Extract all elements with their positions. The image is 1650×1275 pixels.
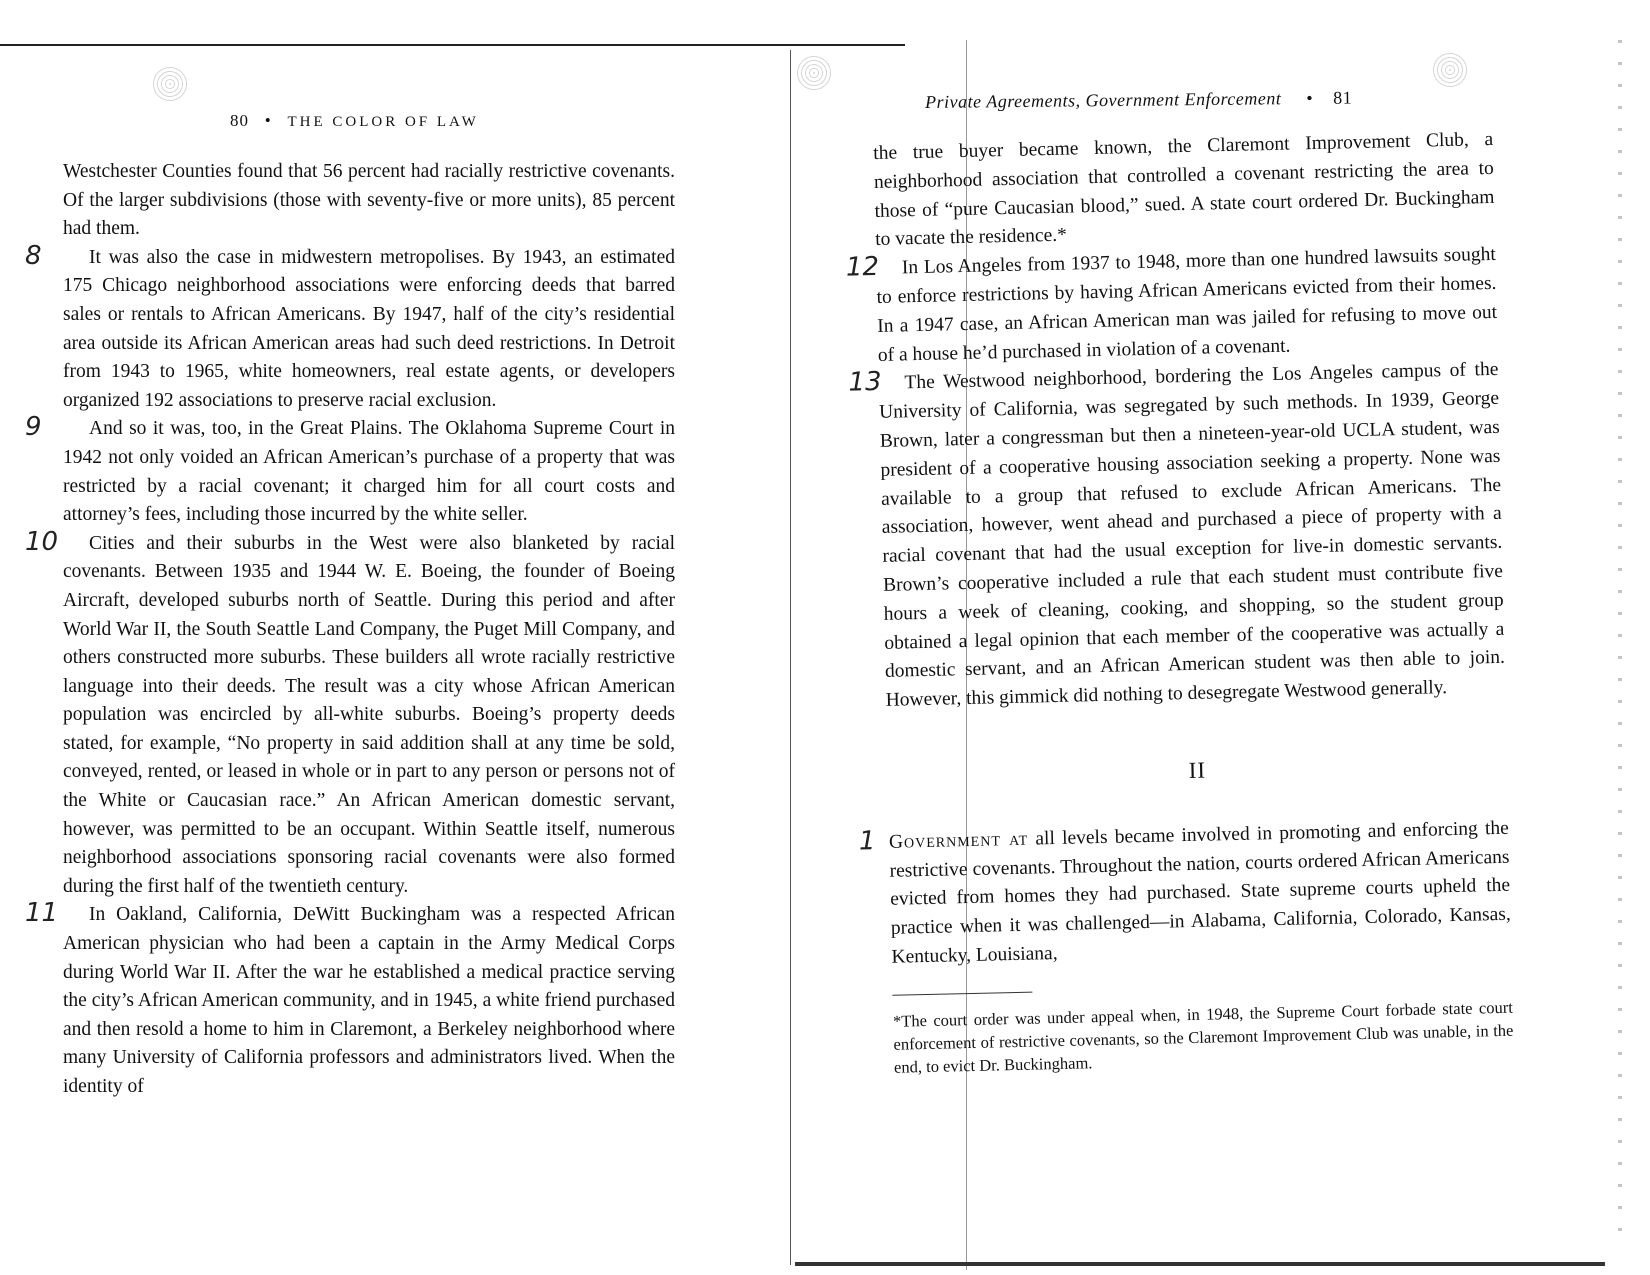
paragraph: [848, 356, 1506, 716]
left-running-head: [230, 111, 479, 131]
paragraph: [25, 898, 675, 1101]
small-caps-lead-in: Government at: [888, 828, 1029, 853]
handwritten-paragraph-number: 11: [25, 898, 59, 929]
right-head-separator: •: [1306, 87, 1314, 109]
paragraph: [25, 526, 675, 902]
paragraph: [858, 814, 1512, 972]
handwritten-paragraph-number: 9: [25, 412, 42, 443]
left-running-title: THE COLOR OF LAW: [287, 114, 479, 130]
left-page-body: [25, 158, 675, 1102]
top-scan-rule: [0, 44, 905, 46]
footnote: *The court order was under appeal when, in 1948, the Supreme Court forbade state court enforcement of restrictive covenants, so the Claremont Improvement Club was unable, in the end, to evict Dr. Buckingham.: [892, 997, 1514, 1077]
paragraph: [873, 126, 1495, 255]
scan-blemish: [152, 66, 188, 102]
paragraph-text: [889, 814, 1512, 972]
scan-blemish: [796, 55, 832, 91]
paragraph: [63, 158, 675, 244]
right-page-body: [845, 126, 1514, 1079]
handwritten-paragraph-number: 10: [25, 526, 59, 557]
paragraph-body: all levels became involved in promoting and enforcing the restrictive covenants. Throughout the nation, courts ordered African Americans evicted from homes they had purchased. State supreme courts upheld the practice when it was challenged—in Alabama, California, Colorado, Kansas, Kentucky, Louisiana,: [889, 817, 1511, 968]
right-running-head: [925, 88, 1352, 113]
scan-blemish: [1432, 52, 1468, 88]
paragraph-text: the true buyer became known, the Claremont Improvement Club, a neighborhood association that controlled a covenant restricting the area to those of “pure Caucasian blood,” sued. A state court ordered Dr. Buckingham to vacate the residence.*: [873, 128, 1495, 251]
scan-edge-marks: [1618, 40, 1622, 1240]
handwritten-paragraph-number: 12: [845, 252, 880, 283]
right-running-title: Private Agreements, Government Enforcement: [925, 88, 1282, 112]
paragraph: [845, 241, 1498, 370]
handwritten-paragraph-number: 13: [848, 367, 882, 398]
book-gutter: [790, 50, 791, 1265]
section-heading: II: [1188, 757, 1207, 783]
right-page-number: 81: [1333, 87, 1353, 108]
left-head-separator: •: [264, 111, 272, 130]
paragraph-text: Westchester Counties found that 56 percent had racially restrictive covenants. Of the larger subdivisions (those with seventy-five or more units), 85 percent had them.: [63, 161, 675, 240]
paragraph-text: In Los Angeles from 1937 to 1948, more than one hundred lawsuits sought to enforce restrictions by having African Americans evicted from their homes. In a 1947 case, an African American man was jailed for refusing to move out of a house he’d purchased in violation of a covenant.: [876, 244, 1498, 366]
paragraph-text: The Westwood neighborhood, bordering the Los Angeles campus of the University of California, was segregated by such methods. In 1939, George Brown, later a congressman but then a nineteen-year-old UCLA student, was president of a cooperative housing association seeking a property. None was available to a group that refused to exclude African Americans. The association, however, went ahead and purchased a piece of property with a racial covenant that had the usual exception for live-in domestic servants. Brown’s cooperative included a rule that each student must contribute five hours a week of cleaning, cooking, and shopping, so the student group obtained a legal opinion that each member of the cooperative was actually a domestic servant, and an African American student was then able to join. However, this gimmick did nothing to desegregate Westwood generally.: [878, 359, 1506, 711]
paragraph: [25, 412, 675, 529]
left-page-number: 80: [230, 111, 249, 130]
handwritten-paragraph-number: 8: [25, 240, 42, 271]
paragraph-text: It was also the case in midwestern metropolises. By 1943, an estimated 175 Chicago neighborhood associations were enforcing deeds that barred sales or rentals to African Americans. By 1947, half of the city’s residential area outside its African American areas had such deed restrictions. In Detroit from 1943 to 1965, white homeowners, real estate agents, or developers organized 192 associations to preserve racial exclusion.: [63, 246, 675, 411]
paragraph-text: And so it was, too, in the Great Plains. The Oklahoma Supreme Court in 1942 not only voided an African American’s purchase of a property that was restricted by a racial covenant; it charged him for all court costs and attorney’s fees, including those incurred by the white seller.: [63, 418, 675, 526]
paragraph-text: Cities and their suburbs in the West were also blanketed by racial covenants. Between 1935 and 1944 W. E. Boeing, the founder of Boeing Aircraft, developed suburbs north of Seattle. During this period and after World War II, the South Seattle Land Company, the Puget Mill Company, and others constructed more suburbs. These builders all wrote racially restrictive language into their deeds. The result was a city whose African American population was encircled by all-white suburbs. Boeing’s property deeds stated, for example, “No property in said addition shall at any time be sold, conveyed, rented, or leased in whole or in part to any person or persons not of the White or Caucasian race.” An African American domestic servant, however, was permitted to be an occupant. Within Seattle itself, numerous neighborhood associations sponsoring racial covenants were also formed during the first half of the twentieth century.: [63, 532, 675, 897]
bottom-scan-edge: [795, 1262, 1605, 1266]
paragraph-text: In Oakland, California, DeWitt Buckingham was a respected African American physician who had been a captain in the Army Medical Corps during World War II. After the war he established a medical practice serving the city’s African American community, and in 1945, a white friend purchased and then resold a home to him in Claremont, a Berkeley neighborhood where many University of California professors and administrators lived. When the identity of: [63, 904, 675, 1097]
paragraph: [25, 240, 675, 416]
handwritten-paragraph-number: 1: [858, 825, 876, 857]
footnote-rule: [892, 991, 1032, 995]
